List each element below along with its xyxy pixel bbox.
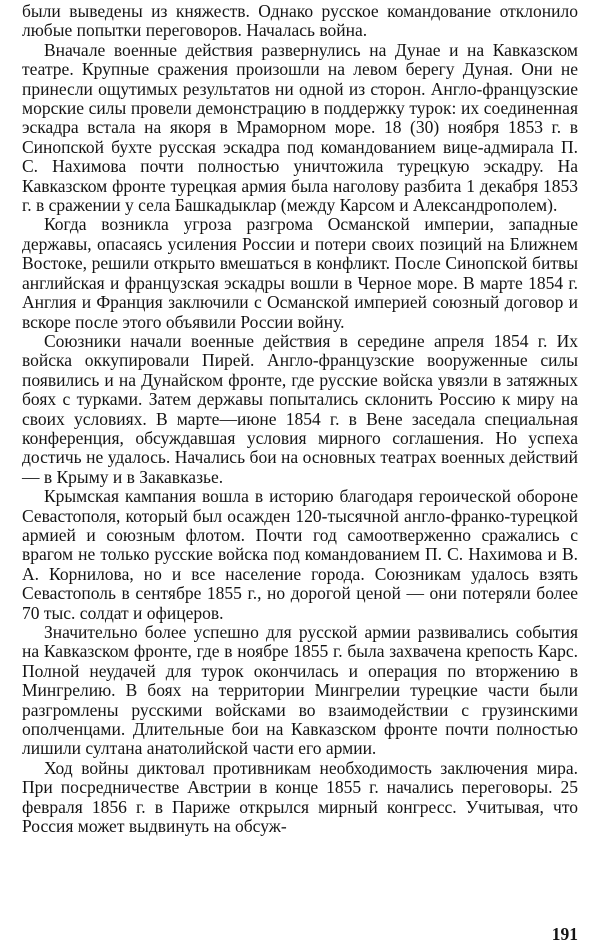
page-number: 191	[551, 924, 578, 944]
paragraph-6: Значительно более успешно для русской армии развивались события на Кавказском фронте, где в ноябре 1855 г. была захвачена крепость Карс. Полной неудачей для турок окончилась и операция по вторжению в Мингрелию. В боях на территории Мингрелии турецкие части были разгромлены русскими войсками во взаимодействии с грузинскими ополченцами. Длительные бои на Кавказском фронте почти полностью лишили султана анатолийской части его армии.	[22, 622, 578, 759]
paragraph-4: Союзники начали военные действия в середине апреля 1854 г. Их войска оккупировали Пирей. Англо-французские вооруженные силы появились и на Дунайском фронте, где русские войска увязли в затяжных боях с турками. Затем державы попытались склонить Россию к миру на своих условиях. В марте—июне 1854 г. в Вене заседала специальная конференция, обсуждавшая условия мирного соглашения. Но успеха достичь не удалось. Начались бои на основных театрах военных действий — в Крыму и в Закавказье.	[22, 330, 578, 487]
paragraph-5: Крымская кампания вошла в историю благодаря героической обороне Севастополя, который был осажден 120-тысячной англо-франко-турецкой армией и союзным флотом. Почти год самоотверженно сражались с врагом не только русские войска под командованием П. С. Нахимова и В. А. Корнилова, но и все население города. Союзникам удалось взять Севастополь в сентябре 1855 г., но дорогой ценой — они потеряли более 70 тыс. солдат и офицеров.	[22, 486, 578, 623]
paragraph-3: Когда возникла угроза разгрома Османской империи, западные державы, опасаясь усиления России и потери своих позиций на Ближнем Востоке, решили открыто вмешаться в конфликт. После Синопской битвы английская и французская эскадры вошли в Черное море. В марте 1854 г. Англия и Франция заключили с Османской империей союзный договор и вскоре после этого объявили России войну.	[22, 214, 578, 332]
paragraph-1: были выведены из княжеств. Однако русское командование отклонило любые попытки переговоров. Началась война.	[22, 1, 578, 41]
paragraph-7: Ход войны диктовал противникам необходимость заключения мира. При посредничестве Австрии в конце 1855 г. начались переговоры. 25 февраля 1856 г. в Париже открылся мирный конгресс. Учитывая, что Россия может выдвинуть на обсуж-	[22, 757, 578, 837]
page-body	[22, 2, 578, 836]
paragraph-2: Вначале военные действия развернулись на Дунае и на Кавказском театре. Крупные сражения произошли на левом берегу Дуная. Они не принесли ощутимых результатов ни одной из сторон. Англо-французские морские силы провели демонстрацию в поддержку турок: их соединенная эскадра встала на якоря в Мраморном море. 18 (30) ноября 1853 г. в Синопской бухте русская эскадра под командованием вице-адмирала П. С. Нахимова почти полностью уничтожила турецкую эскадру. На Кавказском фронте турецкая армия была наголову разбита 1 декабря 1853 г. в сражении у села Башкадыклар (между Карсом и Александрополем).	[22, 39, 578, 216]
